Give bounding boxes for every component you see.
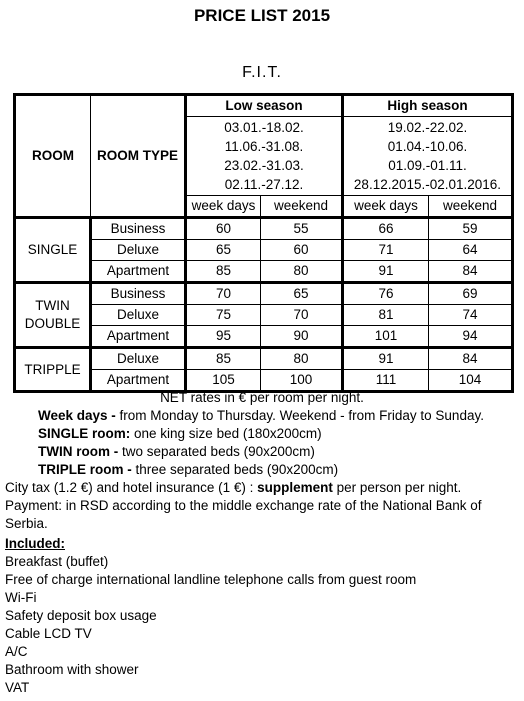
price-cell: 65 <box>261 283 343 305</box>
price-cell: 91 <box>343 348 429 370</box>
room-type-cell: Business <box>91 218 186 240</box>
page-subtitle: F.I.T. <box>242 64 282 81</box>
twin-room-note <box>0 443 524 461</box>
week-days-text: from Monday to Thursday. Weekend - from Friday to Sunday. <box>115 408 484 423</box>
triple-room-text: three separated beds (90x200cm) <box>131 462 339 477</box>
list-item: Breakfast (buffet) <box>5 554 109 569</box>
list-item: Cable LCD TV <box>5 626 92 641</box>
high-season-date: 19.02.-22.02. <box>387 120 468 135</box>
price-cell: 94 <box>429 326 513 348</box>
col-header-high-weekend: weekend <box>429 196 513 218</box>
twin-room-text: two separated beds (90x200cm) <box>118 444 315 459</box>
room-type-cell: Deluxe <box>91 348 186 370</box>
price-cell: 95 <box>186 326 261 348</box>
week-days-label: Week days - <box>38 408 116 423</box>
price-cell: 111 <box>343 370 429 392</box>
price-cell: 100 <box>261 370 343 392</box>
room-type-header: ROOM TYPE <box>91 95 186 218</box>
room-cell: TRIPPLE <box>15 348 91 392</box>
price-cell: 66 <box>343 218 429 240</box>
high-season-date: 01.09.-01.11. <box>388 158 467 173</box>
single-room-text: one king size bed (180x200cm) <box>130 426 322 441</box>
table-row <box>15 348 513 370</box>
room-cell: SINGLE <box>15 218 91 283</box>
low-season-dates <box>186 117 343 196</box>
price-cell: 101 <box>343 326 429 348</box>
notes-section <box>0 389 524 533</box>
price-cell: 64 <box>429 240 513 261</box>
price-cell: 70 <box>186 283 261 305</box>
room-type-cell: Deluxe <box>91 305 186 326</box>
included-list <box>5 553 416 697</box>
tax-text-end: per person per night. <box>332 480 462 495</box>
net-rates-note: NET rates in € per room per night. <box>160 390 364 405</box>
price-cell: 60 <box>261 240 343 261</box>
list-item: VAT <box>5 680 30 695</box>
price-cell: 85 <box>186 348 261 370</box>
price-cell: 65 <box>186 240 261 261</box>
page-title: PRICE LIST 2015 <box>193 6 331 25</box>
price-cell: 80 <box>261 348 343 370</box>
week-days-note <box>0 407 524 425</box>
high-season-date: 28.12.2015.-02.01.2016. <box>353 177 502 192</box>
high-season-header: High season <box>343 95 513 117</box>
price-cell: 84 <box>429 348 513 370</box>
low-season-date: 03.01.-18.02. <box>224 120 304 135</box>
price-cell: 60 <box>186 218 261 240</box>
triple-room-label: TRIPLE room - <box>38 462 132 477</box>
price-cell: 69 <box>429 283 513 305</box>
list-item: Bathroom with shower <box>5 662 139 677</box>
room-type-cell: Apartment <box>91 370 186 392</box>
tax-supplement: supplement <box>257 480 333 495</box>
price-cell: 55 <box>261 218 343 240</box>
price-cell: 75 <box>186 305 261 326</box>
col-header-high-week-days: week days <box>343 196 429 218</box>
price-cell: 90 <box>261 326 343 348</box>
list-item: Safety deposit box usage <box>5 608 157 623</box>
low-season-header: Low season <box>186 95 343 117</box>
twin-room-label: TWIN room - <box>38 444 119 459</box>
table-row <box>15 218 513 240</box>
price-cell: 80 <box>261 261 343 283</box>
price-cell: 70 <box>261 305 343 326</box>
col-header-low-weekend: weekend <box>261 196 343 218</box>
price-cell: 76 <box>343 283 429 305</box>
high-season-date: 01.04.-10.06. <box>387 139 468 154</box>
price-cell: 91 <box>343 261 429 283</box>
list-item: Free of charge international landline telephone calls from guest room <box>5 572 417 587</box>
included-heading: Included: <box>5 536 65 551</box>
single-room-note <box>0 425 524 443</box>
tax-note <box>0 479 524 497</box>
low-season-date: 23.02.-31.03. <box>224 158 304 173</box>
price-cell: 81 <box>343 305 429 326</box>
room-header: ROOM <box>15 95 91 218</box>
low-season-date: 02.11.-27.12. <box>224 177 304 192</box>
high-season-dates <box>343 117 513 196</box>
room-cell: TWIN DOUBLE <box>15 283 91 348</box>
price-cell: 104 <box>429 370 513 392</box>
tax-text: City tax (1.2 €) and hotel insurance (1 €) : <box>5 480 258 495</box>
low-season-date: 11.06.-31.08. <box>224 139 304 154</box>
table-row <box>15 283 513 305</box>
price-cell: 59 <box>429 218 513 240</box>
room-type-cell: Apartment <box>91 326 186 348</box>
single-room-label: SINGLE room: <box>38 426 131 441</box>
list-item: Wi-Fi <box>5 590 37 605</box>
room-type-cell: Deluxe <box>91 240 186 261</box>
price-cell: 84 <box>429 261 513 283</box>
price-cell: 105 <box>186 370 261 392</box>
price-cell: 74 <box>429 305 513 326</box>
included-section <box>5 535 416 697</box>
triple-room-note <box>0 461 524 479</box>
price-cell: 85 <box>186 261 261 283</box>
col-header-low-week-days: week days <box>186 196 261 218</box>
price-cell: 71 <box>343 240 429 261</box>
price-table <box>13 93 514 393</box>
room-type-cell: Business <box>91 283 186 305</box>
list-item: A/C <box>5 644 28 659</box>
payment-note: Payment: in RSD according to the middle exchange rate of the National Bank of Serbia. <box>5 498 482 531</box>
room-type-cell: Apartment <box>91 261 186 283</box>
